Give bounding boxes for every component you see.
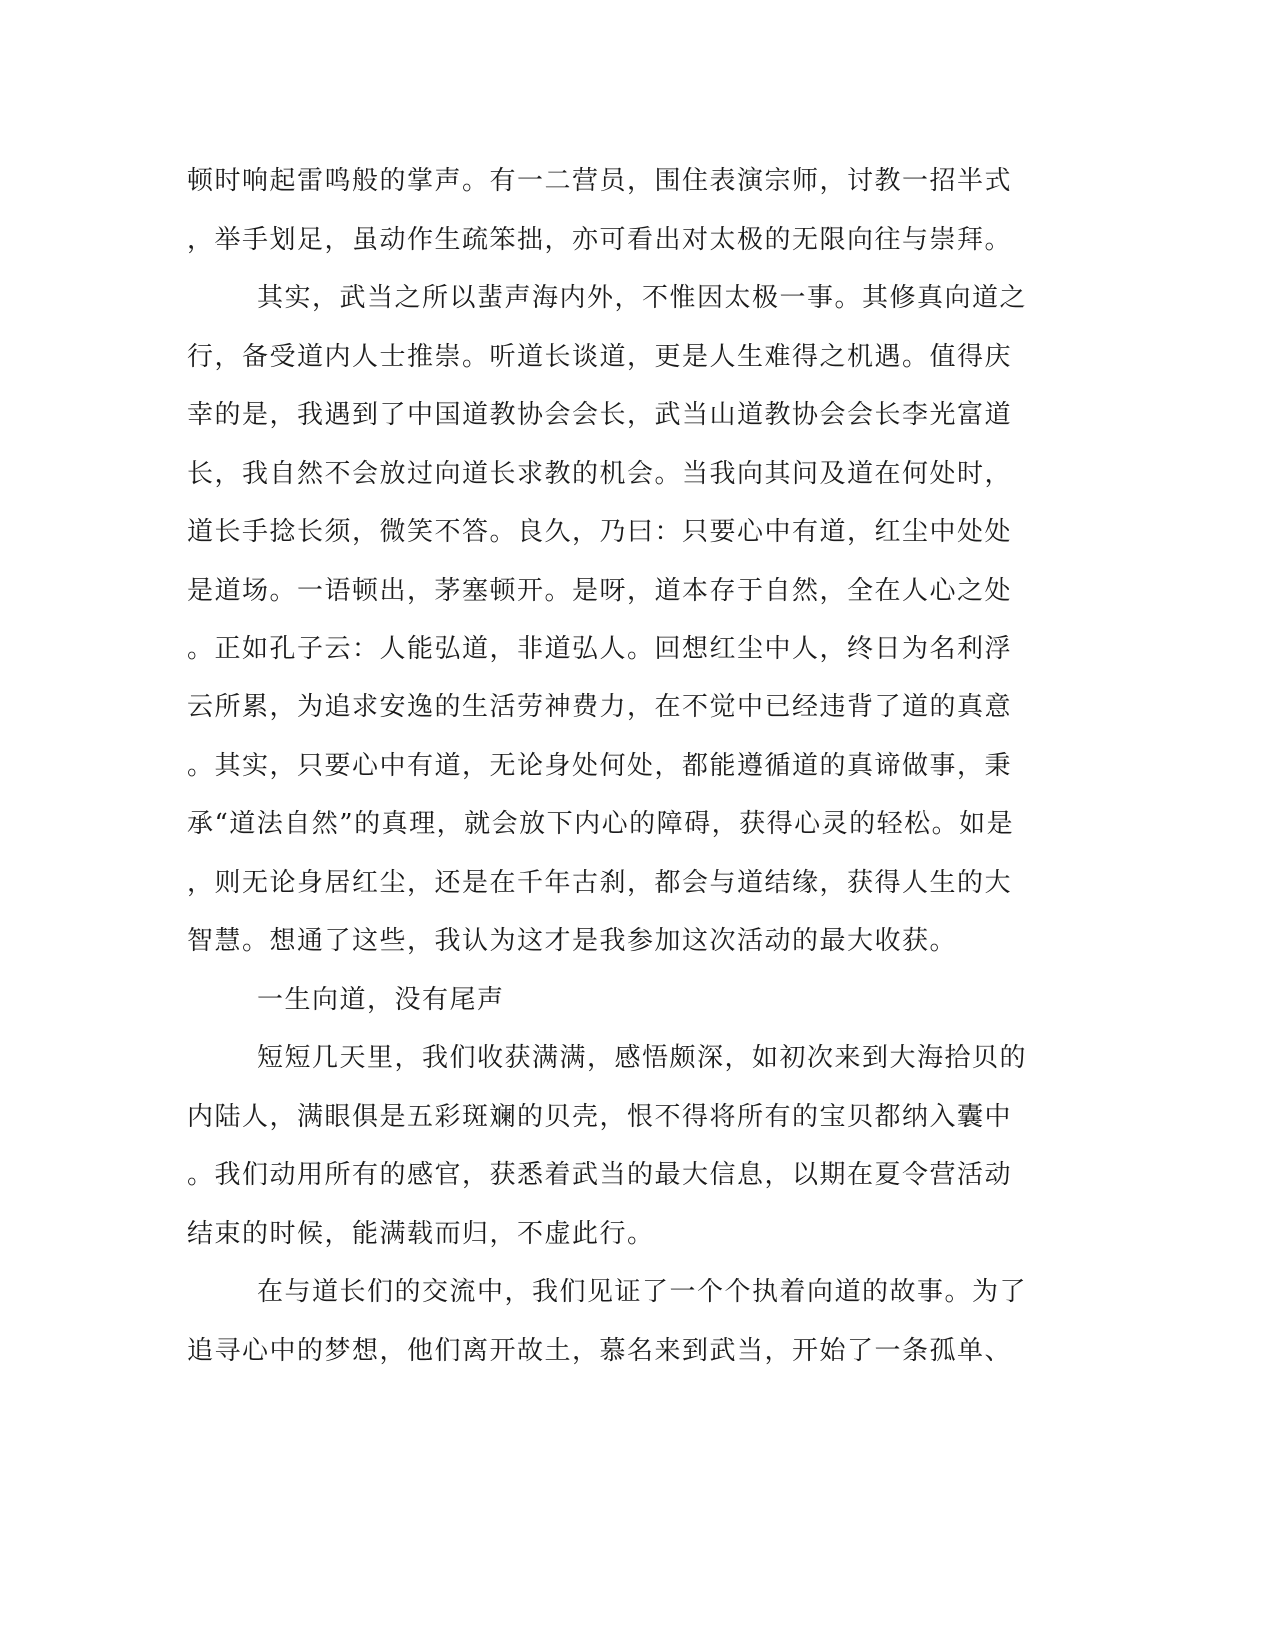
text-line: 顿时响起雷鸣般的掌声。有一二营员，围住表演宗师，讨教一招半式 [187,166,1013,196]
paragraph-start-line: 短短几天里，我们收获满满，感悟颇深，如初次来到大海拾贝的 [257,1043,1028,1073]
text-line: 长，我自然不会放过向道长求教的机会。当我向其问及道在何处时， [187,459,1013,489]
text-line: 智慧。想通了这些，我认为这才是我参加这次活动的最大收获。 [187,926,958,956]
text-line: ，则无论身居红尘，还是在千年古刹，都会与道结缘，获得人生的大 [187,868,1013,898]
text-line: 行，备受道内人士推崇。听道长谈道，更是人生难得之机遇。值得庆 [187,342,1013,372]
text-line: 结束的时候，能满载而归，不虚此行。 [187,1219,655,1249]
text-line: 。其实，只要心中有道，无论身处何处，都能遵循道的真谛做事，秉 [187,751,1013,781]
text-line: 追寻心中的梦想，他们离开故土，慕名来到武当，开始了一条孤单、 [187,1336,1013,1366]
text-line: 。正如孔子云：人能弘道，非道弘人。回想红尘中人，终日为名利浮 [187,634,1013,664]
paragraph-start-line: 其实，武当之所以蜚声海内外，不惟因太极一事。其修真向道之 [257,283,1028,313]
text-line: 内陆人，满眼俱是五彩斑斓的贝壳，恨不得将所有的宝贝都纳入囊中 [187,1102,1013,1132]
paragraph-start-line: 在与道长们的交流中，我们见证了一个个执着向道的故事。为了 [257,1277,1028,1307]
text-line: 幸的是，我遇到了中国道教协会会长，武当山道教协会会长李光富道 [187,400,1013,430]
text-line: ，举手划足，虽动作生疏笨拙，亦可看出对太极的无限向往与崇拜。 [187,225,1013,255]
text-line: 。我们动用所有的感官，获悉着武当的最大信息，以期在夏令营活动 [187,1160,1013,1190]
section-heading: 一生向道，没有尾声 [257,985,505,1015]
text-line: 承“道法自然”的真理，就会放下内心的障碍，获得心灵的轻松。如是 [187,809,1015,839]
text-line: 云所累，为追求安逸的生活劳神费力，在不觉中已经违背了道的真意 [187,692,1013,722]
text-line: 道长手捻长须，微笑不答。良久，乃曰：只要心中有道，红尘中处处 [187,517,1013,547]
text-line: 是道场。一语顿出，茅塞顿开。是呀，道本存于自然，全在人心之处 [187,576,1013,606]
